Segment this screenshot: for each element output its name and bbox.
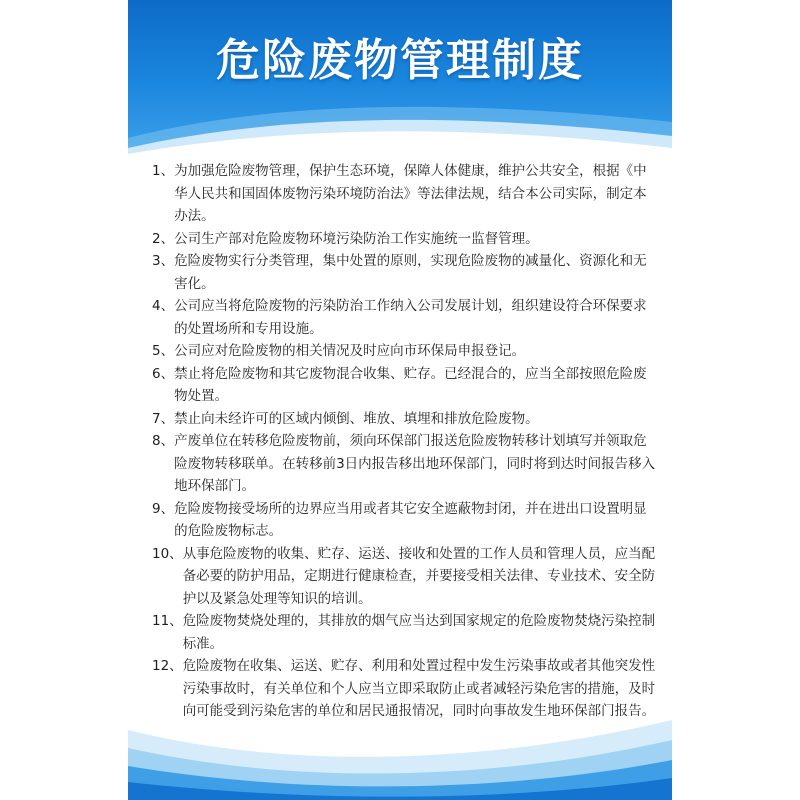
item-text: 产废单位在转移危险废物前，须向环保部门报送危险废物转移计划填写并领取危险废物转移联单。在转移前3日内报告移出地环保部门，同时将到达时间报告移入地环保部门。	[174, 433, 656, 494]
list-item	[152, 498, 658, 543]
list-item	[152, 295, 658, 340]
item-number: 8、	[152, 433, 175, 449]
rules-list	[152, 160, 658, 723]
item-number: 5、	[152, 343, 175, 359]
item-number: 11、	[152, 613, 183, 629]
item-text: 为加强危险废物管理，保护生态环境，保障人体健康，维护公共安全，根据《中华人民共和国固体废物污染环境防治法》等法律法规，结合本公司实际，制定本办法。	[174, 163, 647, 224]
item-text: 危险废物在收集、运送、贮存、利用和处置过程中发生污染事故或者其他突发性污染事故时，有关单位和个人应当立即采取防止或者减轻污染危害的措施，及时向可能受到污染危害的单位和居民通报情况，同时向事故发生地环保部门报告。	[182, 658, 656, 719]
item-number: 2、	[152, 230, 175, 247]
list-item	[152, 340, 658, 363]
item-number: 1、	[152, 163, 175, 179]
header-banner	[128, 0, 672, 150]
item-text: 危险废物接受场所的边界应当用或者其它安全遮蔽物封闭，并在进出口设置明显的危险废物标志。	[174, 500, 647, 539]
list-item	[152, 250, 658, 295]
list-item	[152, 160, 658, 228]
list-item	[152, 610, 658, 655]
list-item	[152, 408, 658, 431]
item-text: 禁止向未经许可的区域内倾倒、堆放、填埋和排放危险废物。	[174, 410, 539, 427]
list-item	[152, 363, 658, 408]
item-text: 危险废物焚烧处理的，其排放的烟气应当达到国家规定的危险废物焚烧污染控制标准。	[182, 613, 656, 652]
page-title: 危险废物管理制度	[216, 35, 584, 86]
item-text: 公司生产部对危险废物环境污染防治工作实施统一监督管理。	[174, 230, 539, 247]
item-text: 禁止将危险废物和其它废物混合收集、贮存。已经混合的，应当全部按照危险废物处置。	[174, 365, 647, 404]
item-number: 12、	[152, 658, 183, 674]
item-text: 危险废物实行分类管理，集中处置的原则，实现危险废物的减量化、资源化和无害化。	[174, 253, 647, 292]
item-text: 公司应当将危险废物的污染防治工作纳入公司发展计划，组织建设符合环保要求的处置场所和专用设施。	[174, 298, 647, 337]
list-item	[152, 430, 658, 498]
poster	[128, 0, 672, 800]
item-text: 公司应对危险废物的相关情况及时应向市环保局申报登记。	[174, 343, 526, 359]
item-number: 4、	[152, 298, 175, 314]
item-number: 10、	[152, 545, 183, 562]
item-number: 7、	[152, 410, 175, 427]
item-number: 9、	[152, 500, 175, 517]
item-number: 3、	[152, 253, 175, 269]
footer-wave-decoration	[128, 700, 672, 800]
item-number: 6、	[152, 365, 175, 382]
list-item	[152, 543, 658, 611]
list-item	[152, 228, 658, 251]
item-text: 从事危险废物的收集、贮存、运送、接收和处置的工作人员和管理人员，应当配备必要的防护用品，定期进行健康检查，并要接受相关法律、专业技术、安全防护以及紧急处理等知识的培训。	[182, 545, 656, 607]
